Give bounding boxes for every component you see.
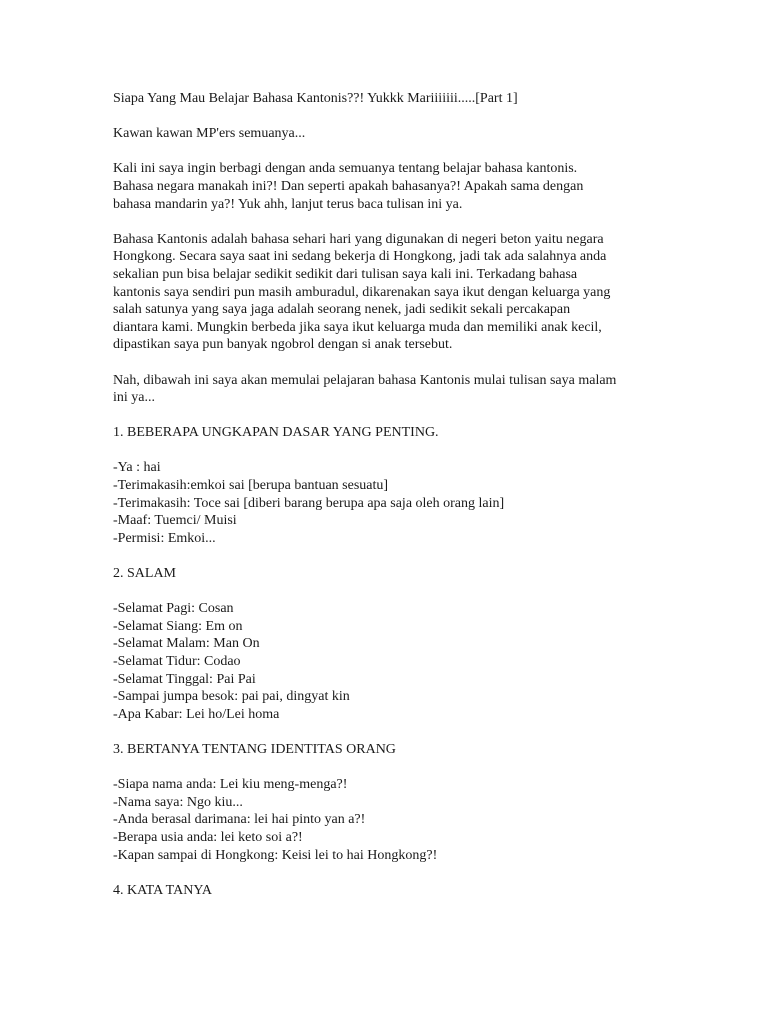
title-line: Siapa Yang Mau Belajar Bahasa Kantonis??! Yukkk Mariiiiiii.....[Part 1] — [113, 91, 518, 106]
section-heading: 4. KATA TANYA — [113, 882, 213, 898]
section-heading: 2. SALAM — [113, 566, 177, 582]
phrase-item: -Berapa usia anda: lei keto soi a?! — [113, 829, 303, 845]
phrase-item: -Anda berasal darimana: lei hai pinto yan a?! — [113, 812, 366, 828]
phrase-item: -Siapa nama anda: Lei kiu meng-menga?! — [113, 777, 348, 793]
body-paragraph — [113, 231, 673, 354]
phrase-item: -Kapan sampai di Hongkong: Keisi lei to hai Hongkong?! — [113, 847, 438, 863]
phrase-item: -Permisi: Emkoi... — [113, 530, 216, 546]
section-heading: 1. BEBERAPA UNGKAPAN DASAR YANG PENTING. — [113, 425, 439, 441]
phrase-item: -Sampai jumpa besok: pai pai, dingyat kin — [113, 689, 350, 705]
document-page — [113, 90, 673, 917]
paragraph-line: Bahasa Kantonis adalah bahasa sehari hari yang digunakan di negeri beton yaitu negara — [113, 231, 604, 247]
phrase-list — [113, 600, 673, 723]
paragraph-line: Nah, dibawah ini saya akan memulai pelajaran bahasa Kantonis mulai tulisan saya malam — [113, 372, 617, 388]
paragraph-line: Bahasa negara manakah ini?! Dan seperti apakah bahasanya?! Apakah sama dengan — [113, 178, 584, 194]
phrase-item: -Terimakasih:emkoi sai [berupa bantuan sesuatu] — [113, 478, 389, 494]
phrase-item: -Ya : hai — [113, 460, 161, 476]
phrase-item: -Nama saya: Ngo kiu... — [113, 794, 243, 810]
greeting-line: Kawan kawan MP'ers semuanya... — [113, 126, 306, 142]
paragraph-line: dipastikan saya pun banyak ngobrol dengan si anak tersebut. — [113, 337, 453, 353]
phrase-item: -Selamat Siang: Em on — [113, 618, 243, 634]
phrase-item: -Selamat Tidur: Codao — [113, 654, 241, 669]
paragraph-line: bahasa mandarin ya?! Yuk ahh, lanjut terus baca tulisan ini ya. — [113, 196, 463, 212]
phrase-item: -Maaf: Tuemci/ Muisi — [113, 513, 237, 529]
lead-paragraph — [113, 372, 673, 407]
phrase-item: -Selamat Tinggal: Pai Pai — [113, 671, 256, 687]
paragraph-line: kantonis saya sendiri pun masih amburadul, dikarenakan saya ikut dengan keluarga yang — [113, 284, 611, 300]
phrase-item: -Apa Kabar: Lei ho/Lei homa — [113, 706, 280, 722]
paragraph-line: sekalian pun bisa belajar sedikit sedikit dari tulisan saya kali ini. Terkadang bahasa — [113, 266, 578, 282]
intro-paragraph — [113, 160, 673, 213]
paragraph-line: diantara kami. Mungkin berbeda jika saya ikut keluarga muda dan memiliki anak kecil, — [113, 319, 602, 335]
phrase-list — [113, 776, 673, 864]
paragraph-line: salah satunya yang saya jaga adalah seorang nenek, jadi sedikit sekali percakapan — [113, 302, 571, 318]
phrase-list — [113, 459, 673, 547]
phrase-item: -Selamat Malam: Man On — [113, 636, 260, 652]
paragraph-line: Hongkong. Secara saya saat ini sedang bekerja di Hongkong, jadi tak ada salahnya anda — [113, 249, 607, 265]
section-heading: 3. BERTANYA TENTANG IDENTITAS ORANG — [113, 741, 396, 757]
phrase-item: -Selamat Pagi: Cosan — [113, 601, 234, 617]
paragraph-line: ini ya... — [113, 390, 155, 406]
paragraph-line: Kali ini saya ingin berbagi dengan anda semuanya tentang belajar bahasa kantonis. — [113, 161, 578, 177]
phrase-item: -Terimakasih: Toce sai [diberi barang berupa apa saja oleh orang lain] — [113, 495, 505, 511]
document-title — [113, 90, 673, 108]
greeting — [113, 125, 673, 143]
